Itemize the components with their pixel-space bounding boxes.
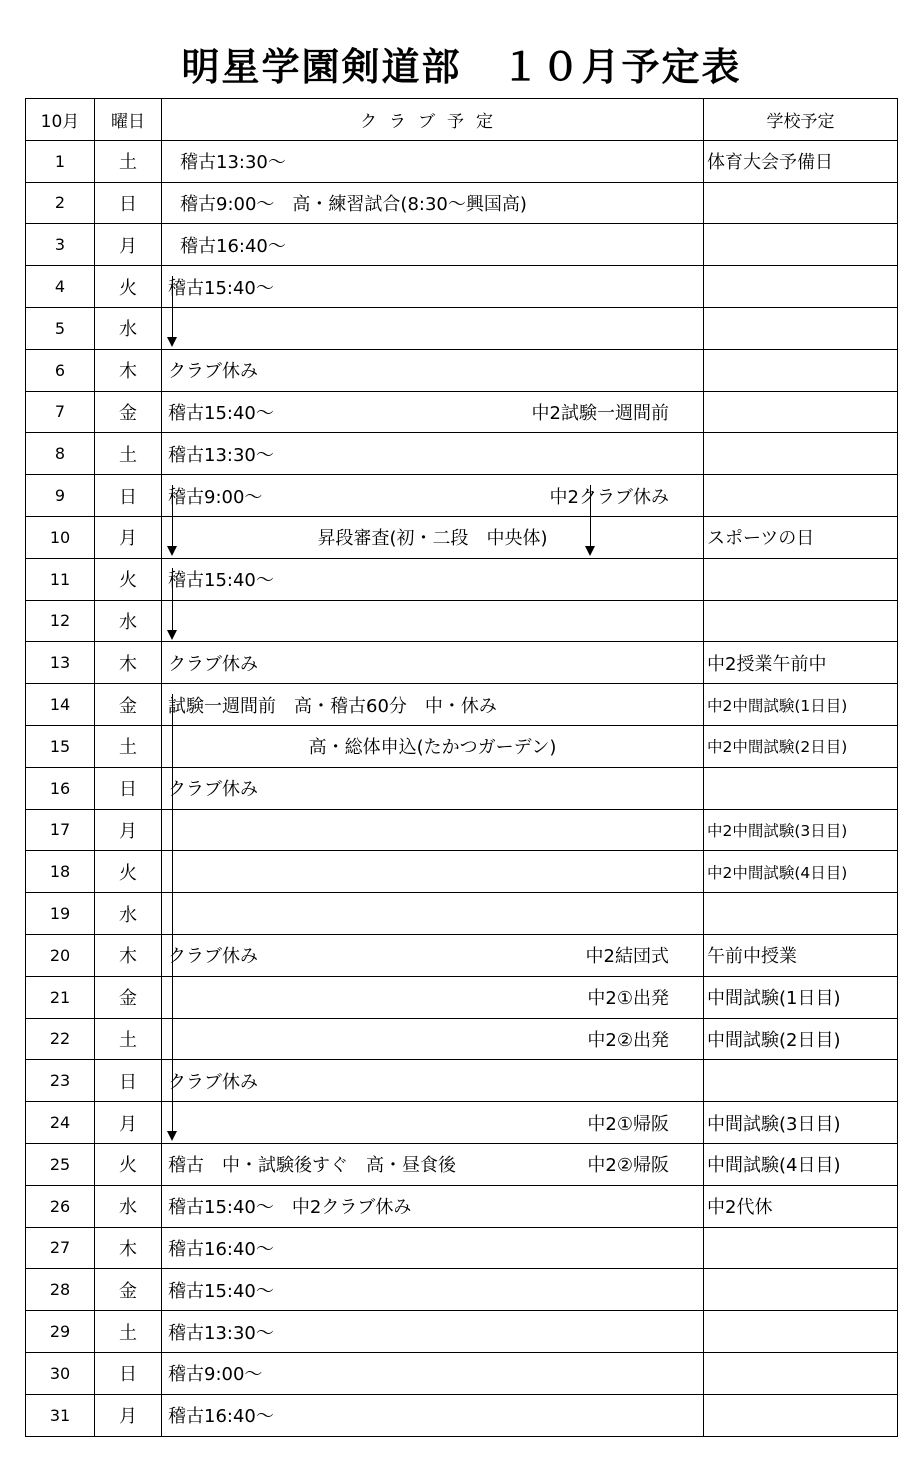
club-cell	[162, 1060, 704, 1102]
club-cell	[162, 558, 704, 600]
club-cell	[162, 976, 704, 1018]
weekday-cell: 土	[95, 1311, 162, 1353]
weekday-cell: 月	[95, 809, 162, 851]
club-cell	[162, 1394, 704, 1436]
school-cell: 中2中間試験(4日目)	[704, 851, 898, 893]
weekday-cell: 金	[95, 391, 162, 433]
day-cell: 27	[26, 1227, 95, 1269]
club-text: 稽古16:40～	[168, 1406, 274, 1428]
club-text: 稽古15:40～	[168, 277, 274, 299]
table-row	[26, 976, 898, 1018]
school-cell	[704, 767, 898, 809]
school-cell: 中間試験(1日目)	[704, 976, 898, 1018]
club-text: 稽古16:40～	[168, 1238, 274, 1260]
weekday-cell: 月	[95, 224, 162, 266]
weekday-cell: 木	[95, 1227, 162, 1269]
club-cell	[162, 1185, 704, 1227]
weekday-cell: 木	[95, 642, 162, 684]
weekday-cell: 土	[95, 433, 162, 475]
club-text: クラブ休み	[168, 946, 258, 968]
day-cell: 30	[26, 1352, 95, 1394]
table-row	[26, 1311, 898, 1353]
club-cell	[162, 1143, 704, 1185]
header-club: クラブ予定	[162, 99, 704, 141]
school-cell	[704, 266, 898, 308]
continuation-arrow-head	[167, 1131, 177, 1141]
club-right-text: 中2結団式	[585, 946, 669, 968]
club-cell	[162, 391, 704, 433]
club-cell	[162, 1269, 704, 1311]
continuation-arrow-line	[172, 485, 173, 547]
day-cell: 3	[26, 224, 95, 266]
weekday-cell: 土	[95, 1018, 162, 1060]
continuation-arrow-line	[172, 568, 173, 630]
weekday-cell: 日	[95, 767, 162, 809]
school-cell	[704, 558, 898, 600]
club-cell	[162, 684, 704, 726]
school-cell: 中間試験(4日目)	[704, 1143, 898, 1185]
table-row	[26, 893, 898, 935]
school-cell	[704, 307, 898, 349]
day-cell: 21	[26, 976, 95, 1018]
club-cell	[162, 224, 704, 266]
day-cell: 8	[26, 433, 95, 475]
header-weekday: 曜日	[95, 99, 162, 141]
day-cell: 23	[26, 1060, 95, 1102]
header-school: 学校予定	[704, 99, 898, 141]
day-cell: 28	[26, 1269, 95, 1311]
weekday-cell: 火	[95, 266, 162, 308]
table-row	[26, 851, 898, 893]
club-text: 稽古15:40～ 中2クラブ休み	[168, 1197, 412, 1219]
table-row	[26, 1185, 898, 1227]
club-text: 稽古15:40～	[168, 570, 274, 592]
weekday-cell: 日	[95, 1352, 162, 1394]
club-cell	[162, 893, 704, 935]
club-cell	[162, 600, 704, 642]
club-text: 稽古15:40～	[168, 402, 274, 424]
continuation-arrow-head	[167, 630, 177, 640]
club-cell	[162, 725, 704, 767]
school-cell	[704, 1060, 898, 1102]
continuation-arrow-line	[172, 694, 173, 1132]
day-cell: 7	[26, 391, 95, 433]
day-cell: 25	[26, 1143, 95, 1185]
day-cell: 17	[26, 809, 95, 851]
club-cell	[162, 1102, 704, 1144]
weekday-cell: 月	[95, 1102, 162, 1144]
day-cell: 9	[26, 475, 95, 517]
club-cell	[162, 809, 704, 851]
club-cell	[162, 1352, 704, 1394]
club-text: 稽古9:00～	[168, 486, 263, 508]
weekday-cell: 水	[95, 893, 162, 935]
school-cell: 中2中間試験(2日目)	[704, 725, 898, 767]
continuation-arrow-head	[167, 337, 177, 347]
weekday-cell: 火	[95, 558, 162, 600]
club-text: 稽古13:30～	[168, 1322, 274, 1344]
weekday-cell: 金	[95, 1269, 162, 1311]
weekday-cell: 月	[95, 516, 162, 558]
club-cell	[162, 934, 704, 976]
weekday-cell: 金	[95, 976, 162, 1018]
club-text: 稽古16:40～	[180, 235, 286, 257]
club-cell	[162, 182, 704, 224]
table-row	[26, 1018, 898, 1060]
school-cell	[704, 1311, 898, 1353]
continuation-arrow-head	[167, 546, 177, 556]
club-cell	[162, 475, 704, 517]
school-cell: 中2中間試験(1日目)	[704, 684, 898, 726]
day-cell: 13	[26, 642, 95, 684]
school-cell: 中2代休	[704, 1185, 898, 1227]
table-row	[26, 600, 898, 642]
weekday-cell: 木	[95, 934, 162, 976]
table-row	[26, 934, 898, 976]
school-cell	[704, 224, 898, 266]
club-cell	[162, 349, 704, 391]
school-cell	[704, 391, 898, 433]
table-row	[26, 809, 898, 851]
table-row	[26, 1060, 898, 1102]
table-row	[26, 684, 898, 726]
weekday-cell: 水	[95, 1185, 162, 1227]
table-row	[26, 1102, 898, 1144]
page-title: 明星学園剣道部 １０月予定表	[181, 45, 742, 89]
table-row	[26, 725, 898, 767]
club-right-text: 中2①出発	[587, 988, 669, 1010]
club-text: 昇段審査(初・二段 中央体)	[317, 528, 548, 550]
club-text: クラブ休み	[168, 1071, 258, 1093]
day-cell: 15	[26, 725, 95, 767]
table-row	[26, 767, 898, 809]
day-cell: 1	[26, 140, 95, 182]
day-cell: 6	[26, 349, 95, 391]
club-right-text: 中2②帰阪	[587, 1155, 669, 1177]
weekday-cell: 火	[95, 1143, 162, 1185]
continuation-arrow-right-head	[585, 546, 595, 556]
table-row	[26, 182, 898, 224]
table-row	[26, 516, 898, 558]
weekday-cell: 水	[95, 307, 162, 349]
day-cell: 24	[26, 1102, 95, 1144]
table-row	[26, 307, 898, 349]
school-cell: 中2授業午前中	[704, 642, 898, 684]
club-right-text: 中2②出発	[587, 1029, 669, 1051]
club-text: 高・総体申込(たかつガーデン)	[308, 737, 557, 759]
club-right-text: 中2①帰阪	[587, 1113, 669, 1135]
continuation-arrow-line	[172, 276, 173, 338]
table-row	[26, 391, 898, 433]
school-cell	[704, 475, 898, 517]
club-text: 稽古15:40～	[168, 1280, 274, 1302]
weekday-cell: 日	[95, 475, 162, 517]
table-row	[26, 1143, 898, 1185]
day-cell: 22	[26, 1018, 95, 1060]
club-text: 稽古9:00～	[168, 1364, 263, 1386]
day-cell: 31	[26, 1394, 95, 1436]
club-text: クラブ休み	[168, 653, 258, 675]
club-cell	[162, 1018, 704, 1060]
day-cell: 19	[26, 893, 95, 935]
weekday-cell: 日	[95, 182, 162, 224]
day-cell: 29	[26, 1311, 95, 1353]
weekday-cell: 木	[95, 349, 162, 391]
header-day: 10月	[26, 99, 95, 141]
school-cell: 体育大会予備日	[704, 140, 898, 182]
schedule-table	[25, 98, 898, 1437]
club-text: 稽古9:00～ 高・練習試合(8:30～興国高)	[180, 193, 527, 215]
school-cell	[704, 893, 898, 935]
table-row	[26, 558, 898, 600]
club-cell	[162, 851, 704, 893]
club-cell	[162, 767, 704, 809]
club-cell	[162, 642, 704, 684]
table-row	[26, 140, 898, 182]
school-cell: 中間試験(2日目)	[704, 1018, 898, 1060]
weekday-cell: 水	[95, 600, 162, 642]
day-cell: 18	[26, 851, 95, 893]
day-cell: 10	[26, 516, 95, 558]
weekday-cell: 金	[95, 684, 162, 726]
club-text: 稽古 中・試験後すぐ 高・昼食後	[168, 1155, 456, 1177]
school-cell: 中2中間試験(3日目)	[704, 809, 898, 851]
club-text: クラブ休み	[168, 361, 258, 383]
club-right-text: 中2クラブ休み	[549, 486, 669, 508]
club-text: 稽古13:30～	[180, 152, 286, 174]
club-cell	[162, 266, 704, 308]
table-row	[26, 1352, 898, 1394]
table-row	[26, 1394, 898, 1436]
school-cell: スポーツの日	[704, 516, 898, 558]
school-cell: 午前中授業	[704, 934, 898, 976]
school-cell	[704, 182, 898, 224]
school-cell	[704, 349, 898, 391]
weekday-cell: 日	[95, 1060, 162, 1102]
club-text: 試験一週間前 高・稽古60分 中・休み	[168, 695, 497, 717]
club-cell	[162, 140, 704, 182]
club-cell	[162, 307, 704, 349]
school-cell	[704, 1352, 898, 1394]
day-cell: 20	[26, 934, 95, 976]
day-cell: 26	[26, 1185, 95, 1227]
day-cell: 11	[26, 558, 95, 600]
school-cell	[704, 1394, 898, 1436]
day-cell: 14	[26, 684, 95, 726]
club-cell	[162, 433, 704, 475]
table-row	[26, 266, 898, 308]
school-cell	[704, 1269, 898, 1311]
day-cell: 12	[26, 600, 95, 642]
table-row	[26, 433, 898, 475]
club-text: 稽古13:30～	[168, 444, 274, 466]
weekday-cell: 月	[95, 1394, 162, 1436]
weekday-cell: 土	[95, 140, 162, 182]
table-row	[26, 1269, 898, 1311]
day-cell: 4	[26, 266, 95, 308]
club-cell	[162, 1227, 704, 1269]
table-row	[26, 349, 898, 391]
club-cell	[162, 1311, 704, 1353]
day-cell: 5	[26, 307, 95, 349]
day-cell: 2	[26, 182, 95, 224]
school-cell: 中間試験(3日目)	[704, 1102, 898, 1144]
continuation-arrow-right-line	[590, 485, 591, 547]
school-cell	[704, 433, 898, 475]
header-row	[26, 99, 898, 141]
weekday-cell: 土	[95, 725, 162, 767]
table-row	[26, 475, 898, 517]
club-text: クラブ休み	[168, 779, 258, 801]
club-right-text: 中2試験一週間前	[531, 402, 669, 424]
day-cell: 16	[26, 767, 95, 809]
school-cell	[704, 1227, 898, 1269]
weekday-cell: 火	[95, 851, 162, 893]
school-cell	[704, 600, 898, 642]
table-row	[26, 642, 898, 684]
table-row	[26, 1227, 898, 1269]
table-row	[26, 224, 898, 266]
club-cell	[162, 516, 704, 558]
